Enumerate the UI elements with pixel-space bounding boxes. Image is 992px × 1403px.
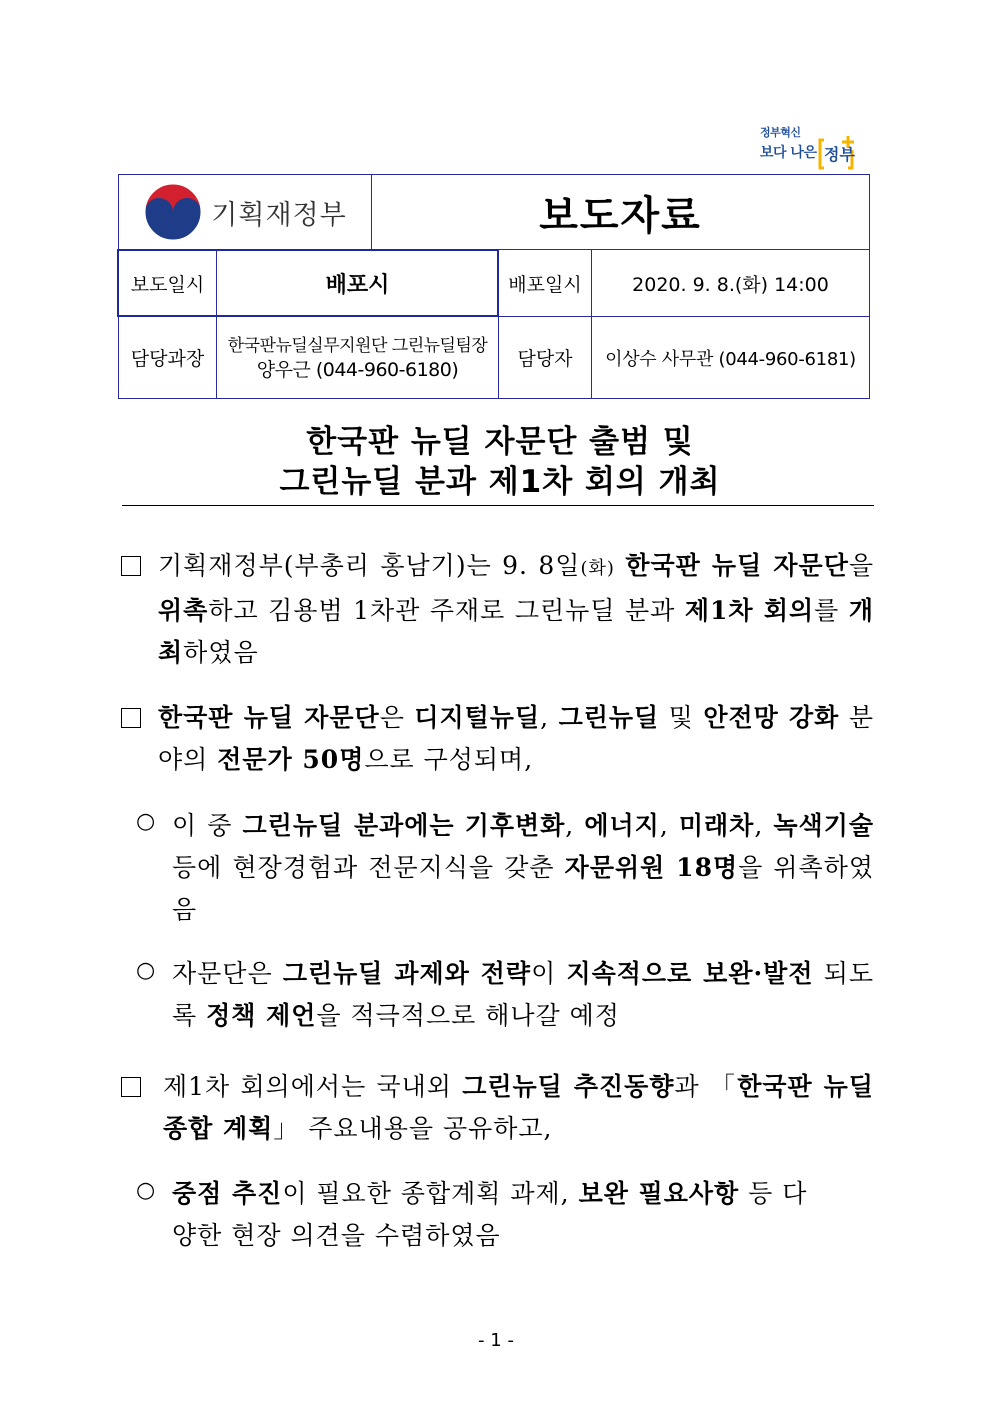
text: , — [565, 811, 585, 840]
text — [455, 811, 465, 840]
gov-innovation-logo — [758, 122, 870, 174]
text: 이 — [531, 959, 567, 988]
emphasis: 보완 필요사항 — [578, 1179, 740, 1208]
text: 을 — [848, 551, 875, 580]
page-number: - 1 - — [478, 1330, 514, 1351]
release-time-label: 보도일시 — [130, 274, 205, 296]
text: 하고 김용범 1차관 주재로 그린뉴딜 분과 — [208, 596, 685, 625]
emphasis: 안전망 강화 — [703, 703, 840, 732]
emphasis: 그린뉴딜 추진동향 — [462, 1072, 675, 1101]
ministry-logo-cell — [119, 175, 371, 249]
logo-small-text: 정부혁신 — [760, 126, 801, 139]
text: 등 다양한 현장 의견을 수렴하였음 — [172, 1179, 808, 1250]
emphasis: 중점 추진 — [172, 1179, 283, 1208]
department-head-label: 담당과장 — [130, 348, 205, 370]
distribution-time-value: 2020. 9. 8.(화) 14:00 — [632, 274, 829, 296]
text: 분야의 — [158, 703, 874, 774]
square-bullet-icon — [121, 1077, 141, 1097]
text: , — [540, 703, 559, 732]
emphasis: 미래차 — [678, 811, 755, 840]
text: 이 필요한 종합계획 과제, — [282, 1179, 579, 1208]
circle-bullet-icon: ○ — [136, 958, 156, 983]
emphasis: 기후변화 — [464, 811, 566, 840]
emphasis: 그린뉴딜 분과에는 — [242, 811, 455, 840]
emphasis: 녹색기술 — [773, 811, 874, 840]
emphasis: 지속적으로 보완·발전 — [566, 959, 814, 988]
text: 」 주요내용을 공유하고, — [273, 1114, 553, 1143]
logo-main-text: 정부 — [824, 145, 855, 164]
circle-bullet-icon: ○ — [136, 1178, 156, 1203]
paragraph-5 — [163, 1066, 874, 1150]
emphasis: 전문가 50명 — [217, 745, 365, 774]
paragraph-3 — [172, 805, 874, 931]
emphasis: 개최 — [158, 596, 874, 667]
headline-line-2: 그린뉴딜 분과 제1차 회의 개최 — [279, 464, 721, 500]
text: 기획재정부(부총리 홍남기)는 9. 8일 — [158, 551, 581, 580]
text: 하였음 — [183, 638, 259, 667]
text: 을 위촉하였음 — [172, 853, 874, 924]
paragraph-6 — [172, 1173, 832, 1257]
text: 되도록 — [172, 959, 874, 1030]
contact-person-value: 이상수 사무관 (044-960-6181) — [605, 348, 856, 370]
square-bullet-icon — [121, 708, 141, 728]
emphasis: 한국판 뉴딜 종합 계획 — [163, 1072, 874, 1143]
emphasis: 디지털뉴딜 — [414, 703, 541, 732]
text: 제1차 회의에서는 국내외 — [163, 1072, 463, 1101]
emphasis: 제1차 회의 — [684, 596, 815, 625]
text: 이 중 — [172, 811, 243, 840]
ministry-name: 기획재정부 — [211, 199, 347, 231]
headline-rule — [122, 505, 874, 506]
department-name: 한국판뉴딜실무지원단 그린뉴딜팀장 — [227, 335, 488, 356]
release-time-value: 배포시 — [325, 273, 390, 298]
text: (화) — [580, 558, 615, 579]
text: 은 — [379, 703, 415, 732]
text — [615, 551, 625, 580]
emphasis: 한국판 뉴딜 자문단 — [625, 551, 849, 580]
emphasis: 에너지 — [584, 811, 660, 840]
text: 자문단은 — [172, 959, 283, 988]
emphasis: 정책 제언 — [206, 1001, 317, 1030]
headline-line-1: 한국판 뉴딜 자문단 출범 및 — [306, 424, 694, 460]
distribution-time-label: 배포일시 — [508, 274, 582, 296]
logo-big-text: 보다 나은 — [760, 145, 817, 161]
text: , — [754, 811, 774, 840]
press-release-title: 보도자료 — [539, 192, 702, 239]
text: 및 — [659, 703, 704, 732]
emphasis: 자문위원 18명 — [564, 853, 739, 882]
text: 으로 구성되며, — [364, 745, 534, 774]
department-head-value — [217, 317, 498, 398]
emphasis: 위촉 — [158, 596, 209, 625]
paragraph-4 — [172, 953, 874, 1037]
emphasis: 그린뉴딜 과제와 전략 — [282, 959, 532, 988]
emphasis: 그린뉴딜 — [558, 703, 660, 732]
paragraph-1 — [158, 545, 874, 674]
square-bullet-icon — [121, 556, 141, 576]
paragraph-2 — [158, 697, 874, 781]
contact-person-label: 담당자 — [517, 348, 573, 370]
circle-bullet-icon: ○ — [136, 809, 156, 834]
emphasis: 한국판 뉴딜 자문단 — [158, 703, 380, 732]
text: 등에 현장경험과 전문지식을 갖춘 — [172, 853, 565, 882]
text: 를 — [814, 596, 849, 625]
text: 과 「 — [674, 1072, 738, 1101]
press-release-title-cell — [372, 175, 869, 249]
department-head-contact: 양우근 (044-960-6180) — [256, 358, 459, 381]
text: 을 적극적으로 해나갈 예정 — [316, 1001, 620, 1030]
ministry-emblem-icon — [143, 182, 203, 242]
text: , — [659, 811, 679, 840]
